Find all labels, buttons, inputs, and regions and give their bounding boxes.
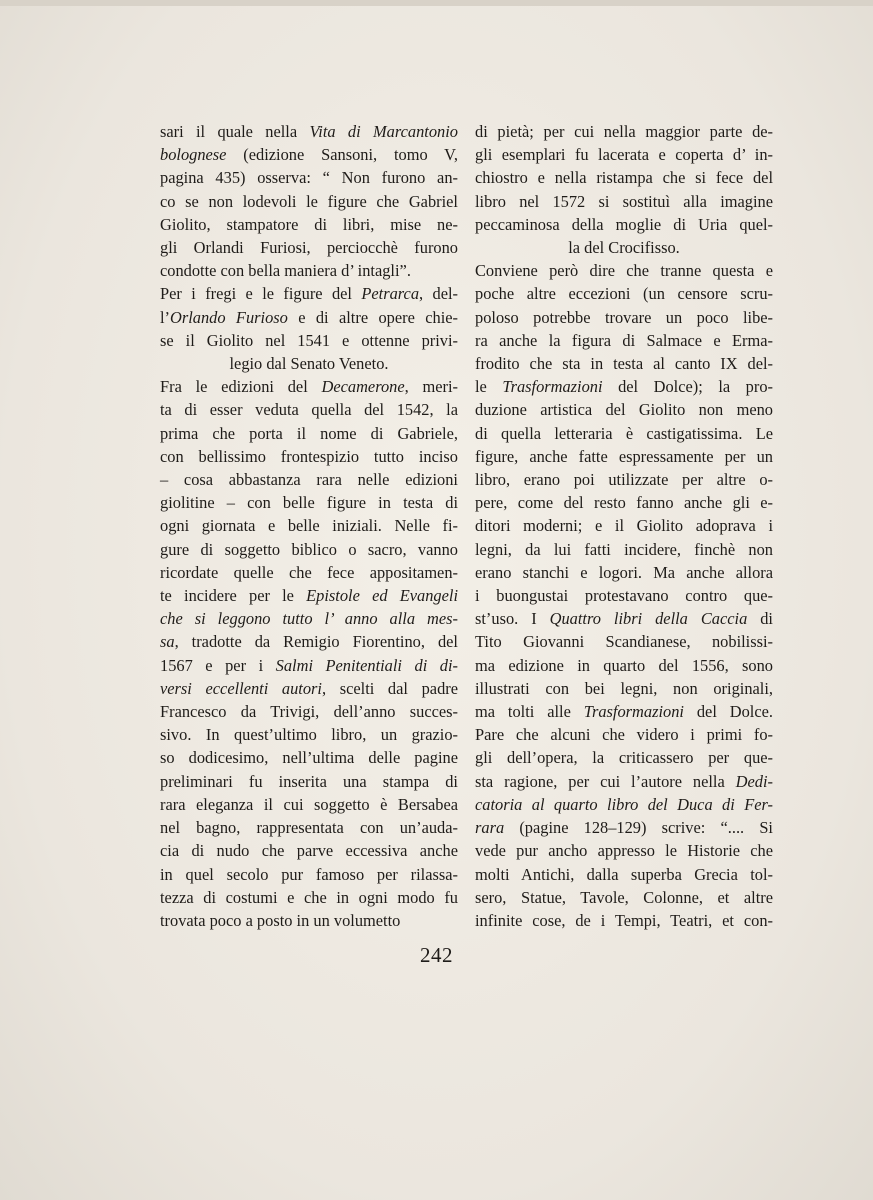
text-line: Giolito, stampatore di libri, mise ne- — [160, 214, 458, 234]
text-line: molti Antichi, dalla superba Grecia tol- — [475, 864, 773, 884]
text-line: sta ragione, per cui l’autore nella Dedi- — [475, 771, 773, 791]
text-line: gli esemplari fu lacerata e coperta d’ in- — [475, 145, 773, 165]
text-line: figure, anche fatte espressamente per un — [475, 446, 773, 466]
text-line: 1567 e per i Salmi Penitentiali di di- — [160, 655, 458, 675]
text-line: rara eleganza il cui soggetto è Bersabea — [160, 794, 458, 814]
text-line: sa, tradotte da Remigio Fiorentino, del — [160, 632, 458, 652]
text-line: Per i fregi e le figure del Petrarca, del- — [160, 284, 458, 304]
text-line: condotte con bella maniera d’ intagli”. — [160, 261, 411, 281]
text-line: poche altre eccezioni (un censore scru- — [475, 284, 773, 304]
text-line: ricordate quelle che fece appositamen- — [160, 562, 458, 582]
text-line: ra anche la figura di Salmace e Erma- — [475, 330, 773, 350]
text-line: Fra le edizioni del Decamerone, meri- — [160, 377, 458, 397]
text-line: sivo. In quest’ultimo libro, un grazio- — [160, 725, 458, 745]
text-line: Francesco da Trivigi, dell’anno succes- — [160, 702, 458, 722]
text-line: so dodicesimo, nell’ultima delle pagine — [160, 748, 458, 768]
text-line: prima che porta il nome di Gabriele, — [160, 423, 458, 443]
text-line: con bellissimo frontespizio tutto inciso — [160, 446, 458, 466]
text-line: nel bagno, rappresentata con un’auda- — [160, 818, 458, 838]
text-line: legni, da lui fatti incidere, finchè non — [475, 539, 773, 559]
text-line: te incidere per le Epistole ed Evangeli — [160, 586, 458, 606]
text-line: tezza di costumi e che in ogni modo fu — [160, 887, 458, 907]
text-line: ma edizione in quarto del 1556, sono — [475, 655, 773, 675]
text-line: gli Orlandi Furiosi, perciocchè furono — [160, 238, 458, 258]
text-line: libro nel 1572 si sostituì alla imagine — [475, 191, 773, 211]
text-line: versi eccellenti autori, scelti dal padre — [160, 678, 458, 698]
text-line: ma tolti alle Trasformazioni del Dolce. — [475, 702, 774, 722]
text-line: – cosa abbastanza rara nelle edizioni — [160, 470, 458, 490]
text-line: erano stanchi e logori. Ma anche allora — [475, 562, 773, 582]
text-line: di quella letteraria è castigatissima. Le — [475, 423, 773, 443]
text-line: cia di nudo che parve eccessiva anche — [160, 841, 458, 861]
text-line: gure di soggetto biblico o sacro, vanno — [160, 539, 458, 559]
text-line: libro, erano poi utilizzate per altre o- — [475, 470, 773, 490]
text-line: giolitine – con belle figure in testa di — [160, 493, 458, 513]
text-line: Pare che alcuni che videro i primi fo- — [475, 725, 773, 745]
text-line: pagina 435) osserva: “ Non furono an- — [160, 168, 458, 188]
text-line: Tito Giovanni Scandianese, nobilissi- — [475, 632, 773, 652]
text-line: i buongustai protestavano contro que- — [475, 586, 773, 606]
text-line: sari il quale nella Vita di Marcantonio — [160, 122, 458, 141]
page-number: 242 — [420, 943, 453, 967]
text-line: bolognese (edizione Sansoni, tomo V, — [160, 145, 458, 165]
text-line: preliminari fu inserita una stampa di — [160, 771, 458, 791]
text-line: illustrati con bei legni, non originali, — [475, 678, 773, 698]
text-line: poloso potrebbe trovare un poco libe- — [475, 307, 773, 327]
text-line: duzione artistica del Giolito non meno — [475, 400, 773, 420]
text-line: sero, Statue, Tavole, Colonne, et altre — [475, 887, 773, 907]
text-line: in quel secolo pur famoso per rilassa- — [160, 864, 458, 884]
text-line: ditori moderni; e il Giolito adoprava i — [475, 516, 773, 536]
right-text-column — [475, 120, 773, 932]
text-line: che si leggono tutto l’ anno alla mes- — [160, 609, 458, 629]
text-line: rara (pagine 128–129) scrive: “.... Si — [475, 818, 773, 838]
text-line: catoria al quarto libro del Duca di Fer- — [475, 794, 773, 814]
text-line: infinite cose, de i Tempi, Teatri, et con- — [475, 910, 773, 930]
text-line: chiostro e nella ristampa che si fece del — [475, 168, 773, 188]
scan-edge — [0, 0, 873, 6]
text-line: di pietà; per cui nella maggior parte de- — [475, 122, 773, 141]
text-line: peccaminosa della moglie di Uria quel- — [475, 214, 773, 234]
text-line: gli dell’opera, la criticassero per que- — [475, 748, 773, 768]
text-line: le Trasformazioni del Dolce); la pro- — [475, 377, 773, 397]
text-line: ta di esser veduta quella del 1542, la — [160, 400, 458, 420]
text-line: legio dal Senato Veneto. — [229, 354, 389, 374]
text-line: frodito che sta in testa al canto IX del- — [475, 354, 773, 374]
text-line: la del Crocifisso. — [568, 238, 680, 258]
text-line: trovata poco a posto in un volumetto — [160, 910, 401, 930]
text-line: vede pur ancho appresso le Historie che — [475, 841, 773, 861]
text-line: Conviene però dire che tranne questa e — [475, 261, 773, 281]
left-text-column — [160, 120, 458, 932]
text-line: l’Orlando Furioso e di altre opere chie- — [160, 307, 458, 327]
text-line: pere, come del resto fanno anche gli e- — [475, 493, 773, 513]
text-line: st’uso. I Quattro libri della Caccia di — [475, 609, 773, 629]
text-line: co se non lodevoli le figure che Gabriel — [160, 191, 458, 211]
text-line: ogni giornata e belle iniziali. Nelle fi- — [160, 516, 458, 536]
text-line: se il Giolito nel 1541 e ottenne privi- — [160, 330, 458, 350]
